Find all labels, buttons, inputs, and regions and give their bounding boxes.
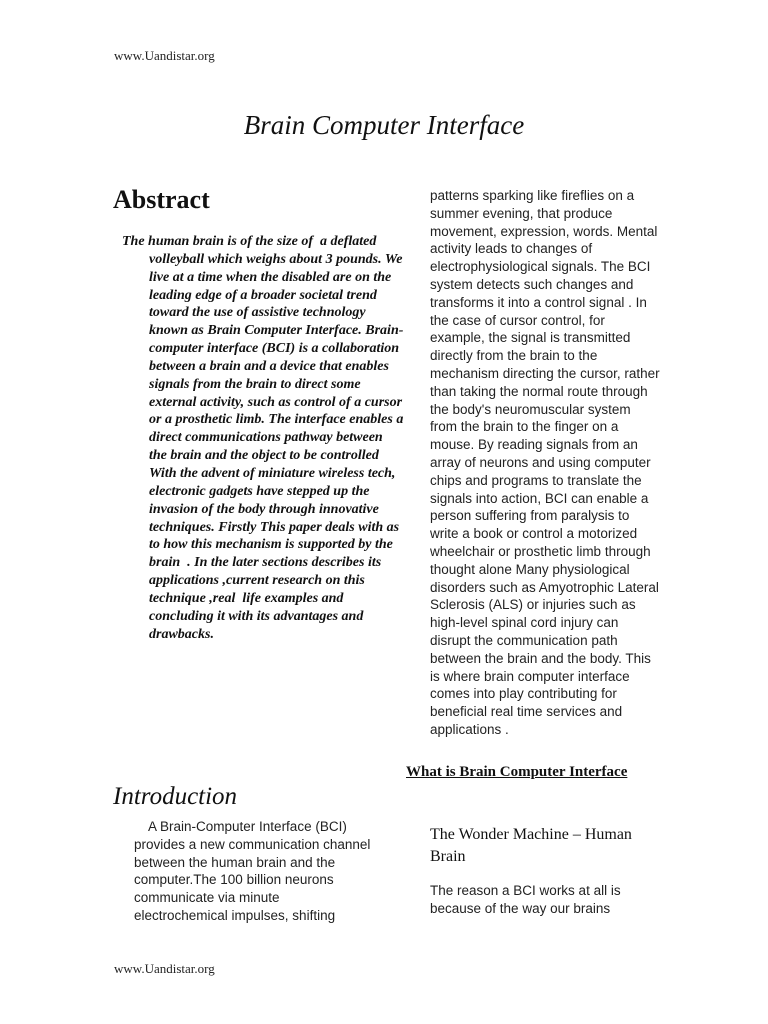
section-heading-what-is-bci: What is Brain Computer Interface — [406, 764, 628, 780]
subsection-text: The reason a BCI works at all is because of the way our brains — [430, 883, 621, 916]
abstract-heading: Abstract — [113, 185, 210, 214]
document-title: Brain Computer Interface — [243, 110, 525, 140]
right-column-text: patterns sparking like fireflies on a summer evening, that produce movement, expression, words. Mental activity leads to changes of electrophysiological signals. The BCI system detects such changes and transforms it into a control signal . In the case of cursor control, for example, the signal is transmitted directly from the brain to the mechanism directing the cursor, rather than taking the normal route through the body's neuromuscular system from the brain to the finger on a mouse. By reading signals from an array of neurons and using computer chips and programs to translate the signals into action, BCI can enable a person suffering from paralysis to write a book or control a motorized wheelchair or prosthetic limb through thought alone Many physiological disorders such as Amyotrophic Lateral Sclerosis (ALS) or injuries such as high-level spinal cord injury can disrupt the communication path between the brain and the body. This is where brain computer interface comes into play contributing for beneficial real time services and applications . — [430, 188, 660, 737]
introduction-text: A Brain-Computer Interface (BCI) provides a new communication channel between the human brain and the computer.The 100 billion neurons communicate via minute electrochemical impulses, shifting — [134, 819, 371, 923]
abstract-text: The human brain is of the size of a deflated volleyball which weighs about 3 pounds. We live at a time when the disabled are on the leading edge of a broader societal trend toward the use of assistive technology known as Brain Computer Interface. Brain-computer interface (BCI) is a collaboration between a brain and a device that enables signals from the brain to direct some external activity, such as control of a cursor or a prosthetic limb. The interface enables a direct communications pathway between the brain and the object to be controlled With the advent of miniature wireless tech, electronic gadgets have stepped up the invasion of the body through innovative techniques. Firstly This paper deals with as to how this mechanism is supported by the brain . In the later sections describes its applications ,current research on this technique ,real life examples and concluding it with its advantages and drawbacks. — [122, 234, 407, 642]
introduction-heading: Introduction — [113, 783, 238, 810]
header-url: www.Uandistar.org — [114, 48, 215, 63]
subsection-heading-wonder-machine: The Wonder Machine – Human Brain — [430, 826, 632, 865]
footer-url: www.Uandistar.org — [114, 961, 215, 976]
